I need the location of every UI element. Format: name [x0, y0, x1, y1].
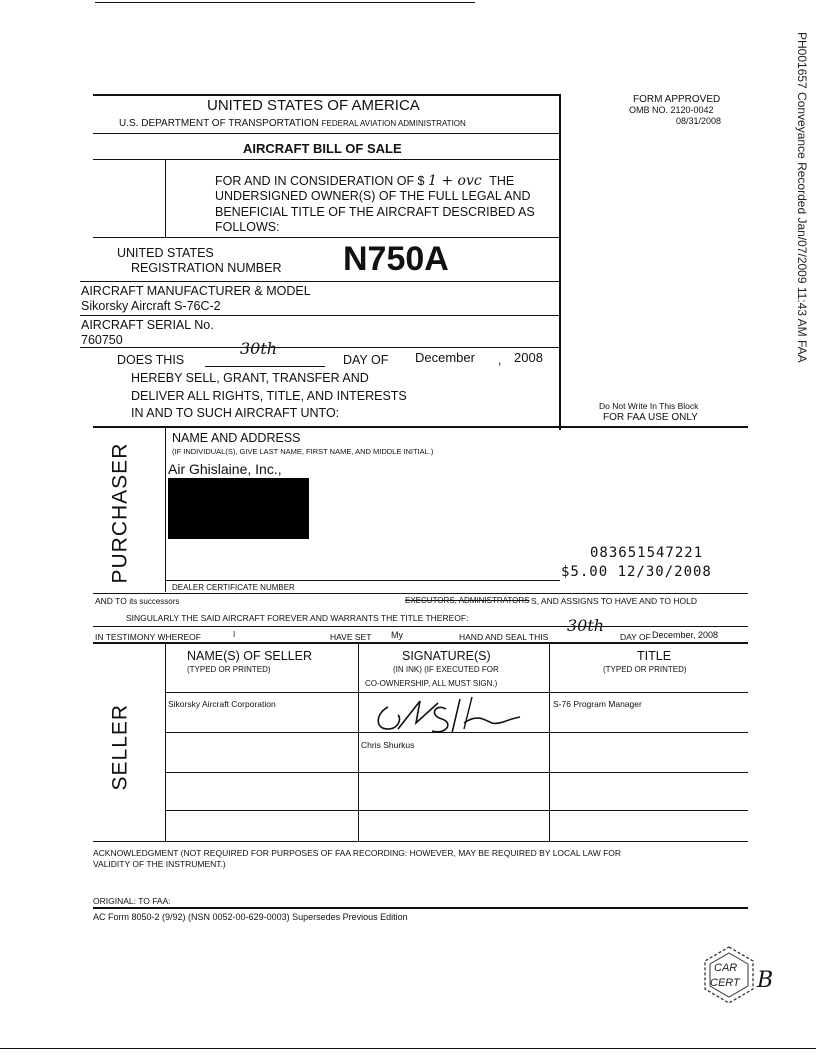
- assigns-text: S, AND ASSIGNS TO HAVE AND TO HOLD: [531, 596, 697, 606]
- title-rule: [93, 159, 561, 160]
- purchaser-name-note: (IF INDIVIDUAL(S), GIVE LAST NAME, FIRST NAME, AND MIDDLE INITIAL.): [172, 447, 434, 456]
- transfer-line-3: DELIVER ALL RIGHTS, TITLE, AND INTERESTS: [131, 389, 407, 403]
- country-heading: UNITED STATES OF AMERICA: [207, 97, 420, 114]
- seller-left-border: [165, 643, 166, 841]
- signature-subheader-1: (IN INK) (IF EXECUTED FOR: [393, 665, 499, 674]
- testimony-day: 30th: [567, 616, 605, 635]
- aircraft-serial: 760750: [81, 333, 123, 347]
- transfer-comma: ,: [498, 353, 502, 367]
- form-approved: FORM APPROVED: [633, 94, 721, 105]
- car-cert-line-2: CERT: [710, 977, 740, 989]
- car-cert-line-1: CAR: [714, 962, 738, 974]
- bottom-edge-line: [0, 1048, 816, 1049]
- purchaser-left-border: [165, 427, 166, 592]
- seller-row-rule-2: [165, 732, 748, 733]
- have-set: HAVE SET: [330, 632, 372, 642]
- aircraft-model-label: AIRCRAFT MANUFACTURER & MODEL: [81, 284, 311, 298]
- consideration-line-1: FOR AND IN CONSIDERATION OF $ 1 + ovc THE: [215, 173, 515, 189]
- testimony-month-year: December, 2008: [652, 630, 719, 640]
- top-edge-line: [95, 2, 475, 3]
- dealer-label: DEALER CERTIFICATE NUMBER: [172, 583, 295, 592]
- original-to-faa: ORIGINAL: TO FAA:: [93, 896, 171, 906]
- signature-header: SIGNATURE(S): [402, 649, 491, 663]
- consideration-line-3: BENEFICIAL TITLE OF THE AIRCRAFT DESCRIBED AS: [215, 205, 535, 219]
- title-header: TITLE: [637, 649, 672, 663]
- terms-rule: [93, 626, 748, 627]
- seller-side-label: SELLER: [108, 703, 132, 791]
- purchaser-bottom-rule: [93, 593, 748, 594]
- seller-bottom-rule: [93, 841, 748, 842]
- registration-label-1: UNITED STATES: [117, 246, 214, 260]
- agency-name: FEDERAL AVIATION ADMINISTRATION: [321, 119, 466, 128]
- seller-title: S-76 Program Manager: [553, 699, 642, 709]
- form-title: AIRCRAFT BILL OF SALE: [243, 141, 402, 156]
- acknowledgment-line-2: VALIDITY OF THE INSTRUMENT.): [93, 859, 226, 869]
- struck-text: EXECUTORS, ADMINISTRATORS: [405, 596, 530, 605]
- purchaser-name: Air Ghislaine, Inc.,: [168, 461, 282, 477]
- omb-expiration: 08/31/2008: [676, 116, 722, 126]
- testimony: IN TESTIMONY WHEREOF: [95, 632, 201, 642]
- registration-label-2: REGISTRATION NUMBER: [131, 261, 282, 275]
- title-subheader: (TYPED OR PRINTED): [603, 665, 687, 674]
- seller-top-rule: [93, 642, 748, 644]
- signature-subheader-2: CO-OWNERSHIP, ALL MUST SIGN.): [365, 679, 498, 688]
- side-recording-stamp: PH001657 Conveyance Recorded Jan/07/2009 11:43 AM FAA: [795, 32, 809, 363]
- does-this: DOES THIS: [117, 353, 185, 367]
- transfer-year: 2008: [514, 350, 543, 365]
- seller-name: Sikorsky Aircraft Corporation: [168, 699, 276, 709]
- consideration-rule: [93, 237, 561, 238]
- transfer-day: 30th: [240, 339, 278, 358]
- day-of: DAY OF: [343, 353, 389, 367]
- seller-col-divider-1: [358, 643, 359, 841]
- transfer-line-4: IN AND TO SUCH AIRCRAFT UNTO:: [131, 406, 340, 420]
- testimony-day-of: DAY OF: [620, 632, 651, 642]
- terms-line-2: SINGULARLY THE SAID AIRCRAFT FOREVER AND WARRANTS THE TITLE THEREOF:: [126, 613, 469, 623]
- dealer-rule: [165, 580, 560, 581]
- testimony-my: My: [391, 630, 403, 640]
- consideration-left-border: [165, 159, 166, 237]
- purchaser-top-rule: [93, 426, 748, 428]
- transfer-day-underline: [205, 366, 325, 367]
- omb-number: OMB NO. 2120-0042: [629, 105, 714, 115]
- registration-number: N750A: [343, 240, 449, 278]
- seller-signer-name: Chris Shurkus: [361, 740, 415, 750]
- recording-stamp-fee: $5.00 12/30/2008: [561, 564, 712, 580]
- aircraft-model: Sikorsky Aircraft S-76C-2: [81, 299, 221, 313]
- header-top-rule: [93, 94, 561, 96]
- redacted-address-block: [168, 478, 309, 539]
- form-identifier: AC Form 8050-2 (9/92) (NSN 0052-00-629-0003) Supersedes Previous Edition: [93, 912, 408, 922]
- hand-and-seal: HAND AND SEAL THIS: [459, 632, 549, 642]
- model-rule: [80, 315, 561, 316]
- and-to: AND TO its successors: [95, 596, 180, 606]
- registration-rule: [80, 281, 561, 282]
- faa-note-1: Do Not Write In This Block: [599, 401, 699, 411]
- consideration-line-4: FOLLOWS:: [215, 220, 280, 234]
- serial-rule: [80, 347, 561, 348]
- car-cert-mark: B: [757, 968, 774, 993]
- purchaser-name-label: NAME AND ADDRESS: [172, 431, 301, 445]
- seller-name-header: NAME(S) OF SELLER: [187, 649, 313, 663]
- seller-row-rule-3: [165, 772, 748, 773]
- faa-note-2: FOR FAA USE ONLY: [603, 412, 698, 423]
- department-name: U.S. DEPARTMENT OF TRANSPORTATION: [119, 118, 319, 129]
- footer-rule: [93, 907, 748, 909]
- form-right-border: [559, 94, 561, 430]
- transfer-month: December: [415, 350, 475, 365]
- seller-name-subheader: (TYPED OR PRINTED): [187, 665, 271, 674]
- its-successors: its successors: [129, 597, 180, 606]
- testimony-tick: I: [233, 630, 236, 639]
- consideration-amount: 1 + ovc: [428, 173, 482, 189]
- aircraft-serial-label: AIRCRAFT SERIAL No.: [81, 318, 214, 332]
- transfer-line-2: HEREBY SELL, GRANT, TRANSFER AND: [131, 371, 369, 385]
- seller-col-divider-2: [549, 643, 550, 841]
- acknowledgment-line-1: ACKNOWLEDGMENT (NOT REQUIRED FOR PURPOSES OF FAA RECORDING: HOWEVER, MAY BE REQUIRED BY LOCAL LAW FOR: [93, 848, 622, 858]
- recording-stamp-number: 083651547221: [590, 545, 704, 561]
- seller-row-rule-4: [165, 810, 748, 811]
- purchaser-side-label: PURCHASER: [108, 442, 132, 584]
- car-cert-stamp-seal: [698, 944, 760, 1006]
- department-line: [119, 119, 466, 129]
- header-rule: [93, 133, 561, 134]
- consideration-line-2: UNDERSIGNED OWNER(S) OF THE FULL LEGAL AND: [215, 189, 531, 203]
